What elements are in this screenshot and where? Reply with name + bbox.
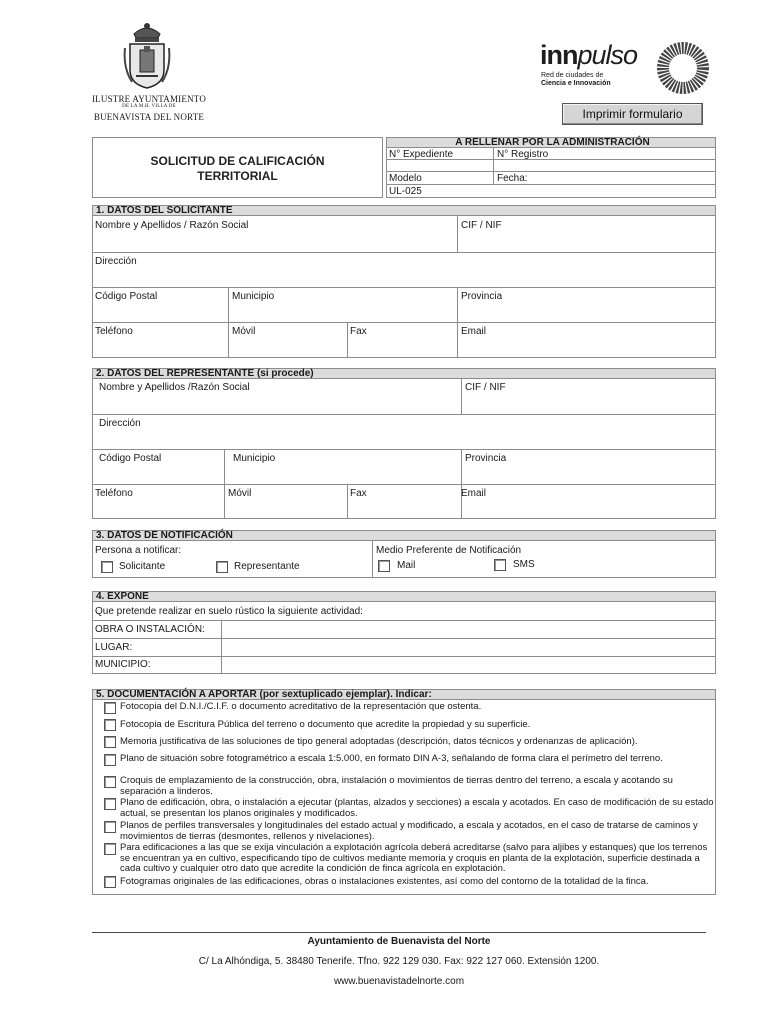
doc-item-6: Plano de edificación, obra, o instalación a ejecutar (plantas, alzados y secciones) a escala y acotados. En caso de modificación de su estado actual, se presentan los planos originales y modificados. bbox=[120, 797, 714, 819]
city-name-line3: BUENAVISTA DEL NORTE bbox=[93, 112, 205, 122]
municipio-input[interactable] bbox=[222, 657, 715, 673]
form-title bbox=[92, 154, 383, 184]
doc-item-4: Plano de situación sobre fotogramétrico a escala 1:5.000, en formato DIN A-3, señalando de forma clara el perímetro del terreno. bbox=[120, 753, 663, 764]
obra-input[interactable] bbox=[222, 621, 715, 637]
footer-website-link[interactable]: www.buenavistadelnorte.com bbox=[333, 976, 465, 987]
innpulso-subtitle-2: Ciencia e Innovación bbox=[541, 80, 611, 87]
notify-sms-label: SMS bbox=[513, 559, 535, 570]
doc-item-2: Fotocopia de Escritura Pública del terreno o documento que acredite la propiedad y su superficie. bbox=[120, 719, 531, 730]
city-name-line1: ILUSTRE AYUNTAMIENTO bbox=[91, 94, 207, 104]
lugar-input[interactable] bbox=[222, 639, 715, 655]
fecha-label: Fecha: bbox=[497, 173, 528, 184]
doc-checkbox-4[interactable] bbox=[104, 754, 116, 766]
innpulso-ring-icon bbox=[654, 40, 712, 96]
doc-checkbox-2[interactable] bbox=[104, 719, 116, 731]
applicant-mobile-field[interactable]: Móvil bbox=[232, 326, 256, 337]
rep-address-field[interactable]: Dirección bbox=[99, 418, 141, 429]
rep-cif-field[interactable]: CIF / NIF bbox=[465, 382, 506, 393]
doc-checkbox-9[interactable] bbox=[104, 876, 116, 888]
applicant-province-field[interactable]: Provincia bbox=[461, 291, 503, 302]
doc-item-9: Fotogramas originales de las edificaciones, obras o instalaciones existentes, así como del contorno de la totalidad de la finca. bbox=[120, 876, 649, 887]
footer-divider bbox=[92, 932, 706, 933]
rep-fax-field[interactable]: Fax bbox=[350, 488, 367, 499]
applicant-address-field[interactable]: Dirección bbox=[95, 256, 137, 267]
applicant-cif-field[interactable]: CIF / NIF bbox=[461, 220, 502, 231]
print-form-button[interactable]: Imprimir formulario bbox=[562, 103, 703, 125]
applicant-phone-field[interactable]: Teléfono bbox=[95, 326, 133, 337]
notify-mail-label: Mail bbox=[397, 560, 416, 571]
doc-checkbox-6[interactable] bbox=[104, 798, 116, 810]
doc-item-5: Croquis de emplazamiento de la construcción, obra, instalación o movimientos de tierras dentro del terreno, a escala y acotando su separación a linderos. bbox=[120, 775, 673, 797]
rep-province-field[interactable]: Provincia bbox=[465, 453, 507, 464]
expediente-label: N° Expediente bbox=[389, 149, 454, 160]
doc-checkbox-1[interactable] bbox=[104, 702, 116, 714]
notify-sms-checkbox[interactable] bbox=[494, 559, 506, 571]
notify-representative-checkbox[interactable] bbox=[216, 561, 228, 573]
applicant-postcode-field[interactable]: Código Postal bbox=[95, 291, 158, 302]
obra-label: OBRA O INSTALACIÓN: bbox=[95, 624, 205, 635]
innpulso-logo-text: innpulso bbox=[540, 40, 638, 70]
form-title-line2: TERRITORIAL bbox=[197, 169, 278, 183]
doc-checkbox-5[interactable] bbox=[104, 776, 116, 788]
applicant-municipality-field[interactable]: Municipio bbox=[232, 291, 275, 302]
applicant-fax-field[interactable]: Fax bbox=[350, 326, 367, 337]
municipio-label: MUNICIPIO: bbox=[95, 659, 151, 670]
registro-label: N° Registro bbox=[497, 149, 549, 160]
rep-email-field[interactable]: Email bbox=[461, 488, 487, 499]
rep-name-field[interactable]: Nombre y Apellidos /Razón Social bbox=[99, 382, 250, 393]
rep-municipality-field[interactable]: Municipio bbox=[233, 453, 276, 464]
coat-of-arms-icon bbox=[122, 20, 172, 92]
admin-heading: A RELLENAR POR LA ADMINISTRACIÓN bbox=[386, 137, 716, 148]
notification-heading: 3. DATOS DE NOTIFICACIÓN bbox=[92, 530, 716, 541]
modelo-label: Modelo bbox=[389, 173, 422, 184]
notify-mail-checkbox[interactable] bbox=[378, 560, 390, 572]
notify-applicant-checkbox[interactable] bbox=[101, 561, 113, 573]
form-code: UL-025 bbox=[389, 186, 422, 197]
notify-medium-label: Medio Preferente de Notificación bbox=[376, 545, 522, 556]
doc-item-7: Planos de perfiles transversales y longitudinales del estado actual y modificado, a escala y acotados, en el caso de tratarse de caminos y movimientos de tierras (desmontes, rellenos y nivelaciones). bbox=[120, 820, 698, 842]
doc-item-8: Para edificaciones a las que se exija vinculación a explotación agrícola deberá acreditarse (salvo para aljibes y estanques) que los terrenos se encuentran ya en cultivo, especificando tipo de cultivos mediante memoria y croquis en planta de la explotación, superficie destinada a cada cultivo y cualquier otro dato que acredite la condición de finca agrícola en explotación. bbox=[120, 842, 708, 874]
expone-intro: Que pretende realizar en suelo rústico la siguiente actividad: bbox=[95, 606, 363, 617]
form-title-line1: SOLICITUD DE CALIFICACIÓN bbox=[150, 154, 325, 168]
innpulso-subtitle-1: Red de ciudades de bbox=[541, 72, 604, 79]
applicant-heading: 1. DATOS DEL SOLICITANTE bbox=[92, 205, 716, 216]
notify-representative-label: Representante bbox=[234, 561, 300, 572]
applicant-email-field[interactable]: Email bbox=[461, 326, 487, 337]
representative-heading: 2. DATOS DEL REPRESENTANTE (si procede) bbox=[92, 368, 716, 379]
doc-item-3: Memoria justificativa de las soluciones de tipo general adoptadas (descripción, datos técnicos y ordenanzas de aplicación). bbox=[120, 736, 638, 747]
lugar-label: LUGAR: bbox=[95, 642, 133, 653]
footer-address: C/ La Alhóndiga, 5. 38480 Tenerife. Tfno. 922 129 030. Fax: 922 127 060. Extensión 1200. bbox=[198, 956, 600, 967]
doc-checkbox-7[interactable] bbox=[104, 821, 116, 833]
footer-title: Ayuntamiento de Buenavista del Norte bbox=[307, 936, 491, 947]
applicant-name-field[interactable]: Nombre y Apellidos / Razón Social bbox=[95, 220, 249, 231]
notify-person-label: Persona a notificar: bbox=[95, 545, 182, 556]
city-name-line2: DE LA M.H. VILLA DE bbox=[122, 104, 176, 109]
rep-phone-field[interactable]: Teléfono bbox=[95, 488, 133, 499]
expone-heading: 4. EXPONE bbox=[92, 591, 716, 602]
rep-mobile-field[interactable]: Móvil bbox=[228, 488, 252, 499]
rep-postcode-field[interactable]: Código Postal bbox=[99, 453, 162, 464]
doc-checkbox-3[interactable] bbox=[104, 736, 116, 748]
notify-applicant-label: Solicitante bbox=[119, 561, 166, 572]
doc-item-1: Fotocopia del D.N.I./C.I.F. o documento acreditativo de la representación que ostenta. bbox=[120, 701, 482, 712]
documentation-heading: 5. DOCUMENTACIÓN A APORTAR (por sextuplicado ejemplar). Indicar: bbox=[92, 689, 716, 700]
doc-checkbox-8[interactable] bbox=[104, 843, 116, 855]
